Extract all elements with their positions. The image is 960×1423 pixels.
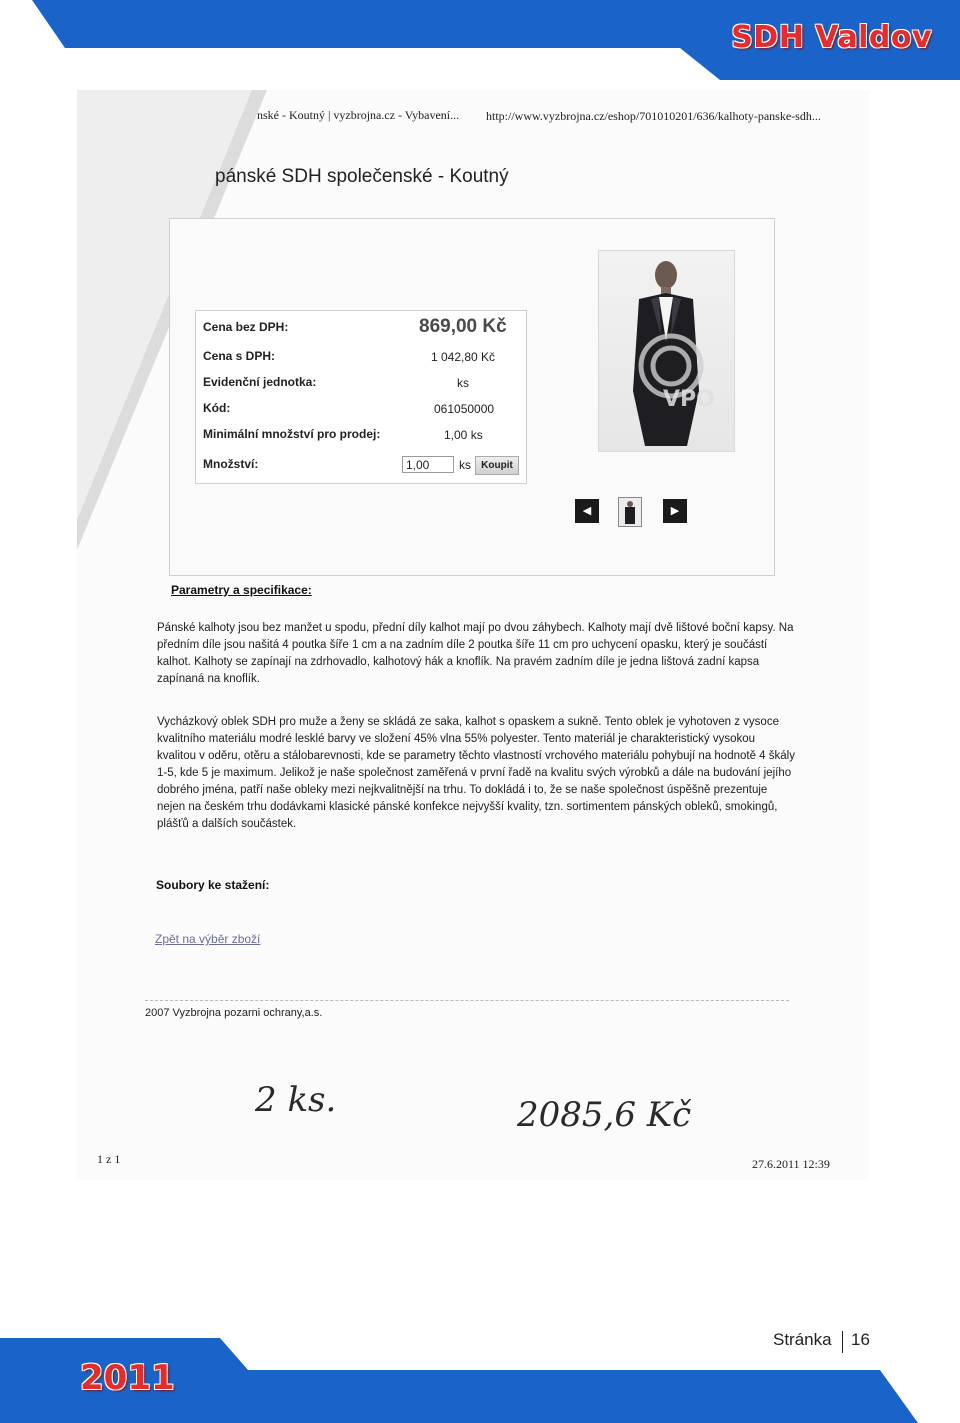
scanned-page [77, 90, 869, 1180]
browser-title: nské - Koutný | vyzbrojna.cz - Vybavení... [257, 108, 460, 122]
unit-label: Evidenční jednotka: [203, 375, 317, 389]
spec-paragraph-1: Pánské kalhoty jsou bez manžet u spodu, přední díly kalhot mají po dvou záhybech. Kalhoty mají dvě lištové boční kapsy. Na předním díle jsou našitá 4 poutka šíře 1 cm a na zadním díle 2 poutka šíře 11 cm pro uchycení opasku, který je součástí kalhot. Kalhoty se zapínají na zdrhovadlo, kalhotový hák a knoflík. Na pravém zadním díle je jedna lištová zadní kapsa zapínaná na knoflík. [157, 622, 794, 685]
handwritten-total: 2085,6 Kč [517, 1095, 692, 1135]
brand-title: SDH Valdov [731, 20, 932, 55]
min-qty-label: Minimální množství pro prodej: [203, 427, 381, 441]
unit-value: ks [457, 376, 469, 390]
price-label-gross: Cena s DPH: [203, 349, 276, 363]
spec-paragraph-2: Vycházkový oblek SDH pro muže a ženy se skládá ze saka, kalhot s opaskem a sukně. Tento oblek je vyhotoven z vysoce kvalitního materiálu modré lesklé barvy ve složení 45% vlna 55% polyester. Tento materiál je charakteristický vysokou kvalitou v oděru, otěru a stálobarevnosti, kde se parametry těchto vlastností vrchového materiálu pohybují na hodnotě 4 škály 1-5, kde 5 je maximum. Jelikož je naše společnost zaměřená v první řadě na kvalitu svých výrobků a dále na budování jejího dobrého jména, patří naše obleky mezi nejkvalitnější na trhu. To dokládá i to, že se naše společnost úspěšně prezentuje nejen na českém trhu dodávkami klasické pánské konfekce nejvyšší kvality, tzn. sortimentem pánských obleků, smokingů, plášťů a dalších součástek. [157, 716, 795, 830]
product-title: pánské SDH společenské - Koutný [215, 166, 509, 187]
spec-heading: Parametry a specifikace: [171, 583, 312, 597]
footer-divider [145, 1000, 789, 1001]
print-datetime: 27.6.2011 12:39 [752, 1157, 830, 1171]
thumbnail-figure [619, 498, 641, 526]
page-label: Stránka [773, 1330, 832, 1349]
footer-year: 2011 [80, 1358, 175, 1398]
suit-figure [599, 251, 734, 451]
site-footer: 2007 Vyzbrojna pozarni ochrany,a.s. [145, 1007, 323, 1019]
buy-button[interactable]: Koupit [475, 456, 519, 475]
browser-url: http://www.vyzbrojna.cz/eshop/701010201/636/kalhoty-panske-sdh... [486, 109, 821, 123]
price-gross-value: 1 042,80 Kč [431, 350, 496, 364]
print-page-count: 1 z 1 [97, 1152, 121, 1166]
arrow-right-icon: ▶ [670, 505, 680, 517]
gallery-prev-button[interactable] [575, 499, 599, 523]
product-photo [598, 250, 735, 452]
watermark-text: VPO [663, 387, 715, 412]
code-label: Kód: [203, 401, 231, 415]
quantity-input[interactable] [402, 456, 454, 473]
min-qty-value: 1,00 ks [444, 428, 483, 442]
downloads-heading: Soubory ke stažení: [156, 878, 270, 892]
code-value: 061050000 [434, 402, 495, 416]
price-net-value: 869,00 Kč [419, 316, 507, 337]
page-separator [842, 1331, 843, 1353]
quantity-unit: ks [459, 458, 471, 472]
quantity-label: Množství: [203, 457, 259, 471]
arrow-left-icon: ◀ [582, 505, 592, 517]
gallery-next-button[interactable] [663, 499, 687, 523]
handwritten-quantity: 2 ks. [255, 1080, 337, 1120]
price-label-net: Cena bez DPH: [203, 320, 289, 334]
gallery-thumbnail[interactable] [618, 497, 642, 527]
back-to-products-link[interactable]: Zpět na výběr zboží [155, 932, 261, 946]
page-number: 16 [851, 1330, 870, 1349]
